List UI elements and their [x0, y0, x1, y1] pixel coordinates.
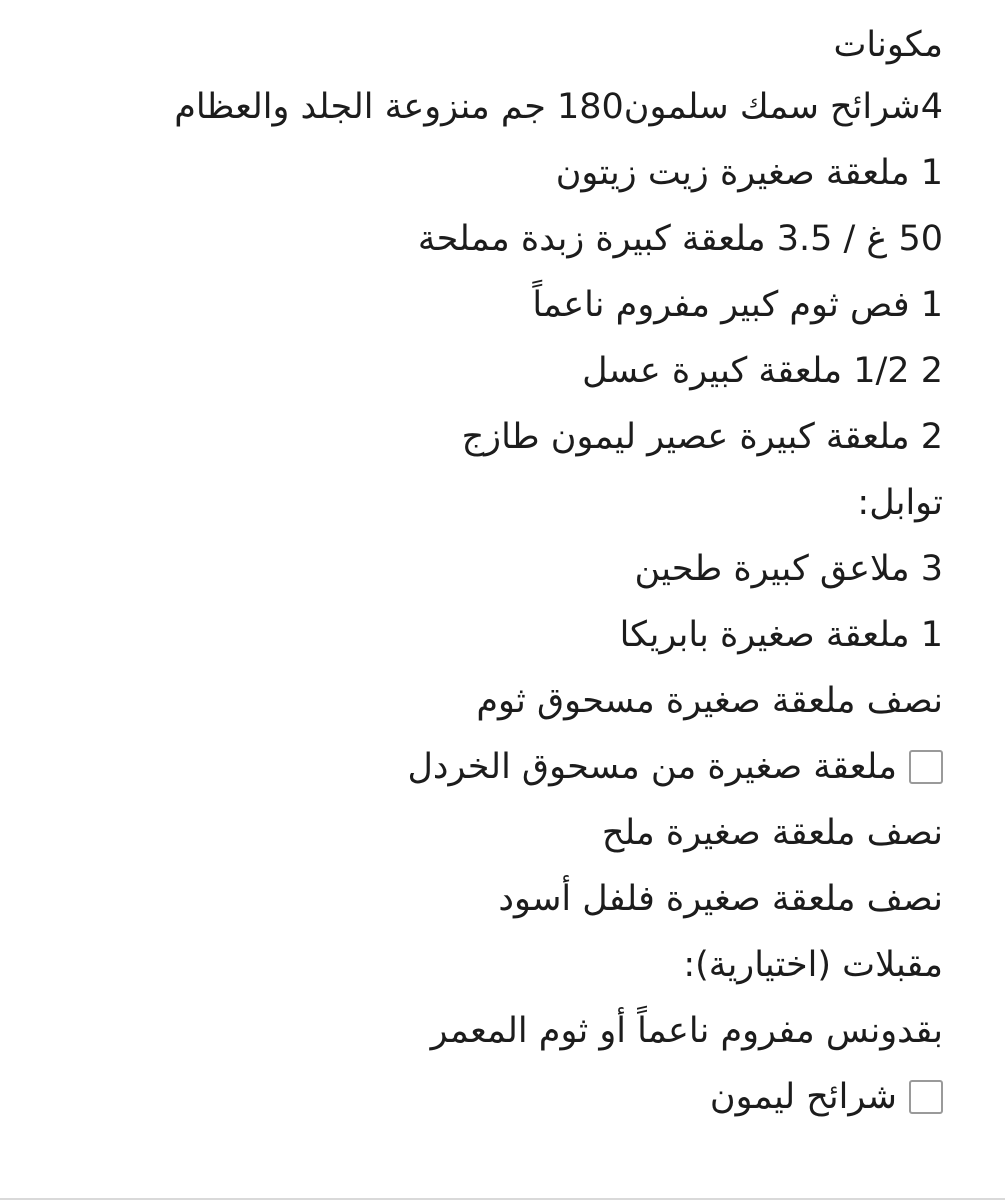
ingredient-text: 1 فص ثوم كبير مفروم ناعماً: [532, 285, 943, 325]
ingredient-text: 1 ملعقة صغيرة بابريكا: [619, 615, 943, 655]
recipe-note: [23, 16, 943, 1130]
checklist-checkbox[interactable]: [909, 750, 943, 784]
ingredient-text: 50 غ / 3.5 ملعقة كبيرة زبدة مملحة: [417, 219, 943, 259]
ingredient-text: نصف ملعقة صغيرة مسحوق ثوم: [476, 681, 943, 721]
ingredient-line: [23, 998, 943, 1064]
ingredient-text: نصف ملعقة صغيرة فلفل أسود: [498, 879, 943, 919]
ingredient-text: 4شرائح سمك سلمون180 جم منزوعة الجلد والعظام: [174, 87, 943, 127]
ingredient-text: نصف ملعقة صغيرة ملح: [601, 813, 943, 853]
checklist-item-text: ملعقة صغيرة من مسحوق الخردل: [407, 747, 897, 787]
ingredient-line: [23, 272, 943, 338]
ingredient-line: [23, 536, 943, 602]
ingredient-line: [23, 74, 943, 140]
note-title: [23, 16, 943, 74]
section-heading-garnish: [23, 932, 943, 998]
ingredient-line: [23, 404, 943, 470]
ingredient-text: 2 1/2 ملعقة كبيرة عسل: [582, 351, 943, 391]
ingredient-line: [23, 800, 943, 866]
ingredient-line: [23, 338, 943, 404]
ingredient-line: [23, 140, 943, 206]
section-heading-spices: [23, 470, 943, 536]
ingredient-text: 3 ملاعق كبيرة طحين: [634, 549, 943, 589]
ingredient-line: [23, 866, 943, 932]
checklist-item-text: شرائح ليمون: [709, 1077, 897, 1117]
section-heading-text: توابل:: [857, 483, 943, 523]
ingredient-text: 1 ملعقة صغيرة زيت زيتون: [555, 153, 943, 193]
ingredient-line: [23, 668, 943, 734]
ingredient-line: [23, 602, 943, 668]
section-heading-text: مقبلات (اختيارية):: [683, 945, 943, 985]
ingredient-text: 2 ملعقة كبيرة عصير ليمون طازج: [461, 417, 943, 457]
ingredient-line: [23, 206, 943, 272]
ingredient-text: بقدونس مفروم ناعماً أو ثوم المعمر: [430, 1011, 943, 1051]
note-title-text: مكونات: [833, 25, 943, 65]
checklist-checkbox[interactable]: [909, 1080, 943, 1114]
checklist-item: [23, 734, 943, 800]
checklist-item: [23, 1064, 943, 1130]
